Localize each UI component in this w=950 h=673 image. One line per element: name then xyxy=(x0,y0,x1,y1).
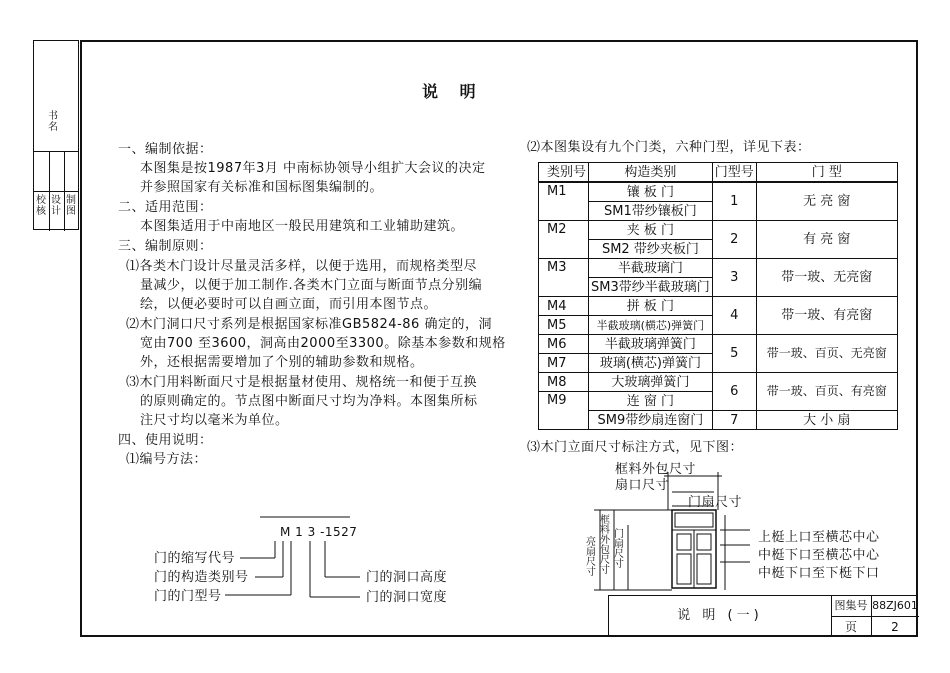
table-row: M5 半截玻璃(横芯)弹簧门 xyxy=(539,316,898,335)
section-3-item-3-line-1: ⑶木门用料断面尺寸是根据量材使用、规格统一和便于互换 xyxy=(126,375,478,390)
page-title: 说 明 xyxy=(422,82,484,101)
table-row: M6 半截玻璃弹簧门 5 带一玻、百页、无亮窗 xyxy=(539,335,898,354)
section-2-line-1: 本图集适用于中南地区一般民用建筑和工业辅助建筑。 xyxy=(140,219,465,234)
table-row: SM3带纱半截玻璃门 xyxy=(539,278,898,297)
table-header-row xyxy=(539,163,898,183)
dim-door-leaf: 门扇尺寸 xyxy=(688,495,743,510)
table-row: M7 玻璃(横芯)弹簧门 xyxy=(539,354,898,373)
table-row: M1 镶 板 门 1 无 亮 窗 xyxy=(539,182,898,202)
page-number: 2 xyxy=(891,620,899,634)
table-row: M4 拼 板 门 4 带一玻、有亮窗 xyxy=(539,297,898,316)
dim-leaf-opening: 扇口尺寸 xyxy=(615,478,670,493)
section-1-heading: 一、编制依据： xyxy=(118,142,213,157)
section-3-item-1-line-3: 绘，以便必要时可以自画立面，而引用本图节点。 xyxy=(140,297,438,312)
table-row: SM1带纱镶板门 xyxy=(539,202,898,221)
label-opening-width: 门的洞口宽度 xyxy=(366,590,448,605)
dim-door-leaf-vertical: 门扇尺寸 xyxy=(614,529,625,570)
section-4-heading: 四、使用说明： xyxy=(118,433,213,448)
section-3-item-3-line-3: 注尺寸均以毫米为单位。 xyxy=(140,413,289,428)
dim-frame-outer-vertical: 框料外包尺寸 xyxy=(600,515,611,576)
stamp-check: 校 核 xyxy=(36,195,46,217)
table-row: M2 夹 板 门 2 有 亮 窗 xyxy=(539,221,898,240)
table-row: M8 大玻璃弹簧门 6 带一玻、百页、有亮窗 xyxy=(539,373,898,392)
section-3-heading: 三、编制原则： xyxy=(118,239,213,254)
table-intro: ⑵本图集设有九个门类，六种门型，详见下表： xyxy=(527,140,811,155)
section-3-item-1-line-2: 量减少，以便于加工制作.各类木门立面与断面节点分别编 xyxy=(140,278,483,293)
page-label: 页 xyxy=(844,620,857,634)
header-class: 类别号 xyxy=(539,163,589,183)
section-2-heading: 二、适用范围： xyxy=(118,200,213,215)
table-row: M3 半截玻璃门 3 带一玻、无亮窗 xyxy=(539,259,898,278)
stamp-design: 设 计 xyxy=(51,195,61,217)
dimension-heading: ⑶木门立面尺寸标注方式，见下图： xyxy=(527,440,744,455)
section-3-item-2-line-2: 宽由700 至3600，洞高由2000至3300。除基本参数和规格 xyxy=(140,336,506,351)
table-row: M9 连 窗 门 xyxy=(539,392,898,411)
title-block-title: 说 明 (一) xyxy=(677,608,763,623)
section-3-item-1-line-1: ⑴各类木门设计尽量灵活多样，以便于选用，而规格类型尽 xyxy=(126,259,478,274)
label-abbrev: 门的缩写代号 xyxy=(154,551,236,566)
stamp-top-note: 书 名 xyxy=(48,111,58,133)
dim-note-2: 中梃下口至横芯中心 xyxy=(758,548,880,563)
dim-note-3: 中梃下口至下梃下口 xyxy=(758,566,880,581)
header-construction: 构造类别 xyxy=(589,163,713,183)
section-3-item-2-line-3: 外，还根据需要增加了个别的辅助参数和规格。 xyxy=(140,355,424,370)
section-3-item-2-line-1: ⑵木门洞口尺寸系列是根据国家标准GB5824-86 确定的，洞 xyxy=(126,317,492,332)
dim-frame-outer: 框料外包尺寸 xyxy=(615,462,697,477)
section-3-item-3-line-2: 的原则确定的。节点图中断面尺寸均为净料。本图集所标 xyxy=(140,394,478,409)
title-block xyxy=(608,595,918,637)
atlas-no: 88ZJ601 xyxy=(872,599,918,612)
section-1-line-2: 并参照国家有关标准和国标图集编制的。 xyxy=(140,180,384,195)
label-construction: 门的构造类别号 xyxy=(154,570,249,585)
label-opening-height: 门的洞口高度 xyxy=(366,570,448,585)
table-row: SM9带纱扇连窗门 7 大 小 扇 xyxy=(539,411,898,430)
atlas-no-label: 图集号 xyxy=(834,599,868,612)
section-1-line-1: 本图集是按1987年3月 中南标协领导小组扩大会议的决定 xyxy=(140,161,486,176)
dim-transom-vertical: 亮扇尺寸 xyxy=(586,537,597,578)
door-code-example: M 1 3 -1527 xyxy=(280,525,358,539)
stamp-draw: 制 图 xyxy=(66,195,76,217)
dim-note-1: 上梃上口至横芯中心 xyxy=(758,530,880,545)
header-door-type: 门 型 xyxy=(756,163,897,183)
header-type-no: 门型号 xyxy=(712,163,756,183)
label-door-type: 门的门型号 xyxy=(154,589,222,604)
approval-stamp xyxy=(33,40,79,230)
table-row: SM2 带纱夹板门 xyxy=(539,240,898,259)
section-4-item-1: ⑴编号方法： xyxy=(126,452,208,467)
door-type-table xyxy=(538,162,898,430)
